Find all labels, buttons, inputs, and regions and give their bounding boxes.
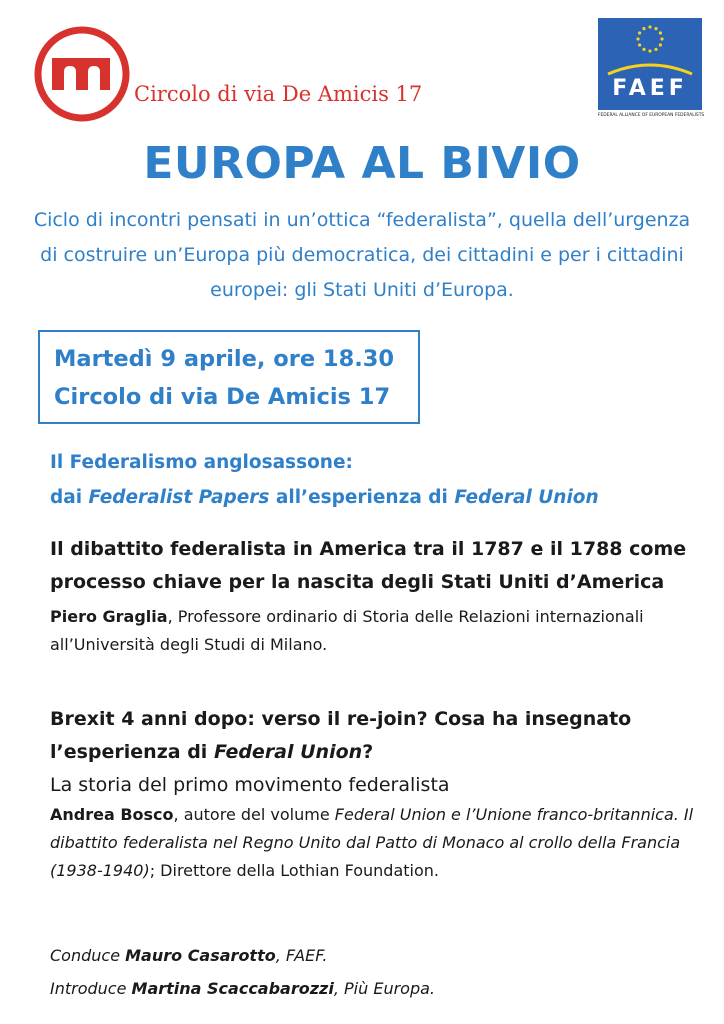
theme-em2: Federal Union — [454, 487, 599, 508]
theme-line1: Il Federalismo anglosassone: — [50, 452, 353, 473]
talk-1 — [50, 533, 700, 659]
moderator-name: Mauro Casarotto — [125, 946, 276, 965]
intro-text: Ciclo di incontri pensati in un’ottica “federalista”, quella dell’urgenza di costruire un’Europa più democratica, dei cittadini e per i cittadini europei: gli Stati Uniti d’Europa. — [33, 209, 691, 301]
talk-2-bio: Andrea Bosco, autore del volume Federal Union e l’Unione franco-britannica. Il dibattito federalista nel Regno Unito dal Patto di Monaco al crollo della Francia (1938-1940); Direttore della Lothian Foundation. — [50, 805, 694, 880]
talk-2-subtitle: La storia del primo movimento federalista — [50, 774, 450, 796]
introducer-name: Martina Scaccabarozzi — [131, 979, 334, 998]
circolo-logo — [32, 24, 132, 124]
faef-logo-caption: FEDERAL ALLIANCE OF EUROPEAN FEDERALISTS — [598, 113, 705, 118]
page-title: EUROPA AL BIVIO — [143, 138, 581, 189]
event-venue: Circolo di via De Amicis 17 — [54, 384, 391, 410]
credits: Conduce Mauro Casarotto, FAEF. Introduce Martina Scaccabarozzi, Più Europa. — [50, 946, 435, 998]
circolo-name: Circolo di via De Amicis 17 — [134, 82, 423, 106]
talk-2-title: Brexit 4 anni dopo: verso il re-join? Cosa ha insegnato l’esperienza di Federal Union? — [50, 708, 632, 763]
event-date-time: Martedì 9 aprile, ore 18.30 — [54, 346, 395, 372]
event-date-box — [38, 330, 420, 424]
theme-em1: Federalist Papers — [88, 487, 270, 508]
faef-logo-text: FAEF — [612, 76, 688, 101]
event-theme: Il Federalismo anglosassone: dai Federalist Papers all’esperienza di Federal Union — [50, 452, 599, 508]
talk-2 — [50, 703, 700, 885]
talk-1-bio: Piero Graglia, Professore ordinario di Storia delle Relazioni internazionali all’Università degli Studi di Milano. — [50, 607, 644, 654]
talk-2-speaker: Andrea Bosco — [50, 805, 174, 824]
talk-1-title: Il dibattito federalista in America tra il 1787 e il 1788 come processo chiave per la nascita degli Stati Uniti d’America — [50, 538, 687, 593]
talk-1-speaker: Piero Graglia — [50, 607, 168, 626]
faef-logo — [598, 18, 705, 122]
eu-stars-icon — [598, 18, 702, 78]
